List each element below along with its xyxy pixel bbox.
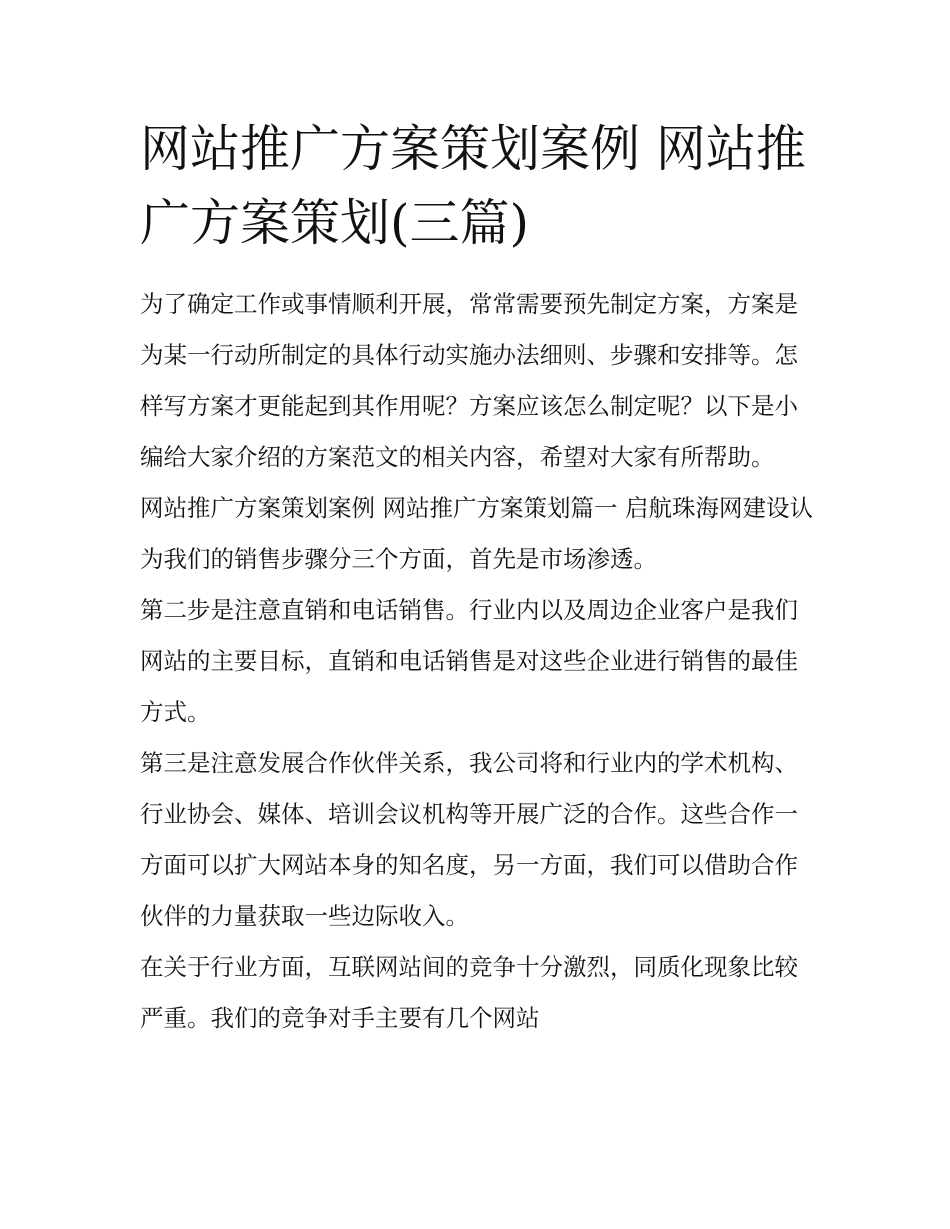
paragraph-step-two: 第二步是注意直销和电话销售。行业内以及周边企业客户是我们网站的主要目标，直销和电话销售是对这些企业进行销售的最佳方式。 [140,596,798,726]
paragraph-intro: 为了确定工作或事情顺利开展，常常需要预先制定方案，方案是为某一行动所制定的具体行动实施办法细则、步骤和安排等。怎样写方案才更能起到其作用呢？方案应该怎么制定呢？以下是小编给大家介绍的方案范文的相关内容，希望对大家有所帮助。 [140,290,798,471]
document-content [140,112,820,1044]
paragraph-part-one: 网站推广方案策划案例 网站推广方案策划篇一 启航珠海网建设认为我们的销售步骤分三个方面，首先是市场渗透。 [140,494,813,573]
paragraph-step-three: 第三是注意发展合作伙伴关系，我公司将和行业内的学术机构、行业协会、媒体、培训会议机构等开展广泛的合作。这些合作一方面可以扩大网站本身的知名度，另一方面，我们可以借助合作伙伴的力量获取一些边际收入。 [140,749,798,930]
document-body [140,279,820,1044]
paragraph-industry: 在关于行业方面，互联网站间的竞争十分激烈，同质化现象比较严重。我们的竞争对手主要有几个网站 [140,953,798,1032]
document-title: 网站推广方案策划案例 网站推广方案策划(三篇) [140,120,806,252]
